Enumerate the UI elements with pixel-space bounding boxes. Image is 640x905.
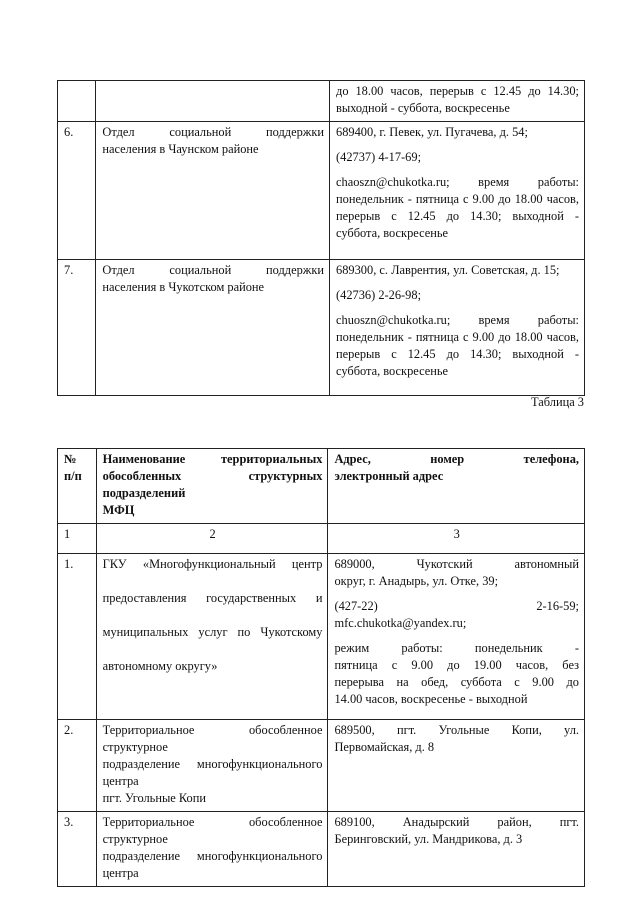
- table-row: [58, 554, 585, 720]
- row-name: Отдел социальной поддержки населения в Чукотском районе: [96, 260, 330, 396]
- row-address: до 18.00 часов, перерыв с 12.45 до 14.30; выходной - суббота, воскресенье: [330, 81, 585, 122]
- row-address: 689000, Чукотский автономный округ, г. Анадырь, ул. Отке, 39; (427-22) 2-16-59; mfc.chukotka@yandex.ru; режим работы: понедельник - пятница с 9.00 до 19.00 часов, без перерыва на обед, суббота с 9.00 до 14.00 часов, воскресенье - выходной: [328, 554, 585, 720]
- row-address: 689100, Анадырский район, пгт. Беринговский, ул. Мандрикова, д. 3: [328, 812, 585, 887]
- index-cell: 1: [58, 524, 97, 554]
- row-address: 689500, пгт. Угольные Копи, ул. Первомайская, д. 8: [328, 720, 585, 812]
- table-row: [58, 81, 585, 122]
- row-name: [96, 81, 330, 122]
- index-cell: 2: [96, 524, 328, 554]
- row-number: [58, 81, 96, 122]
- header-number: № п/п: [58, 449, 97, 524]
- row-name: Отдел социальной поддержки населения в Чаунском районе: [96, 122, 330, 260]
- index-cell: 3: [328, 524, 585, 554]
- row-number: 1.: [58, 554, 97, 720]
- table-row: [58, 260, 585, 396]
- header-address: Адрес, номер телефона, электронный адрес: [328, 449, 585, 524]
- social-support-table: [57, 80, 585, 396]
- row-number: 3.: [58, 812, 97, 887]
- table-index-row: [58, 524, 585, 554]
- row-address: 689400, г. Певек, ул. Пугачева, д. 54; (42737) 4-17-69; chaoszn@chukotka.ru; время работы: понедельник - пятница с 9.00 до 18.00 часов, перерыв с 12.45 до 14.30; выходной - суббота, воскресенье: [330, 122, 585, 260]
- row-address: 689300, с. Лаврентия, ул. Советская, д. 15; (42736) 2-26-98; chuoszn@chukotka.ru; время работы: понедельник - пятница с 9.00 до 18.00 часов, перерыв с 12.45 до 14.30; выходной - суббота, воскресенье: [330, 260, 585, 396]
- mfc-table: [57, 448, 585, 887]
- table-header-row: [58, 449, 585, 524]
- header-name: Наименование территориальных обособленных структурных подразделений МФЦ: [96, 449, 328, 524]
- row-name: Территориальное обособленное структурное подразделение многофункционального центра: [96, 812, 328, 887]
- row-name: ГКУ «Многофункциональный центр предоставления государственных и муниципальных услуг по Чукотскому автономному округу»: [96, 554, 328, 720]
- row-number: 7.: [58, 260, 96, 396]
- table-row: [58, 720, 585, 812]
- row-number: 6.: [58, 122, 96, 260]
- table-caption: Таблица 3: [531, 395, 584, 409]
- row-name: Территориальное обособленное структурное подразделение многофункционального центра пгт. Угольные Копи: [96, 720, 328, 812]
- table-row: [58, 812, 585, 887]
- table-row: [58, 122, 585, 260]
- row-number: 2.: [58, 720, 97, 812]
